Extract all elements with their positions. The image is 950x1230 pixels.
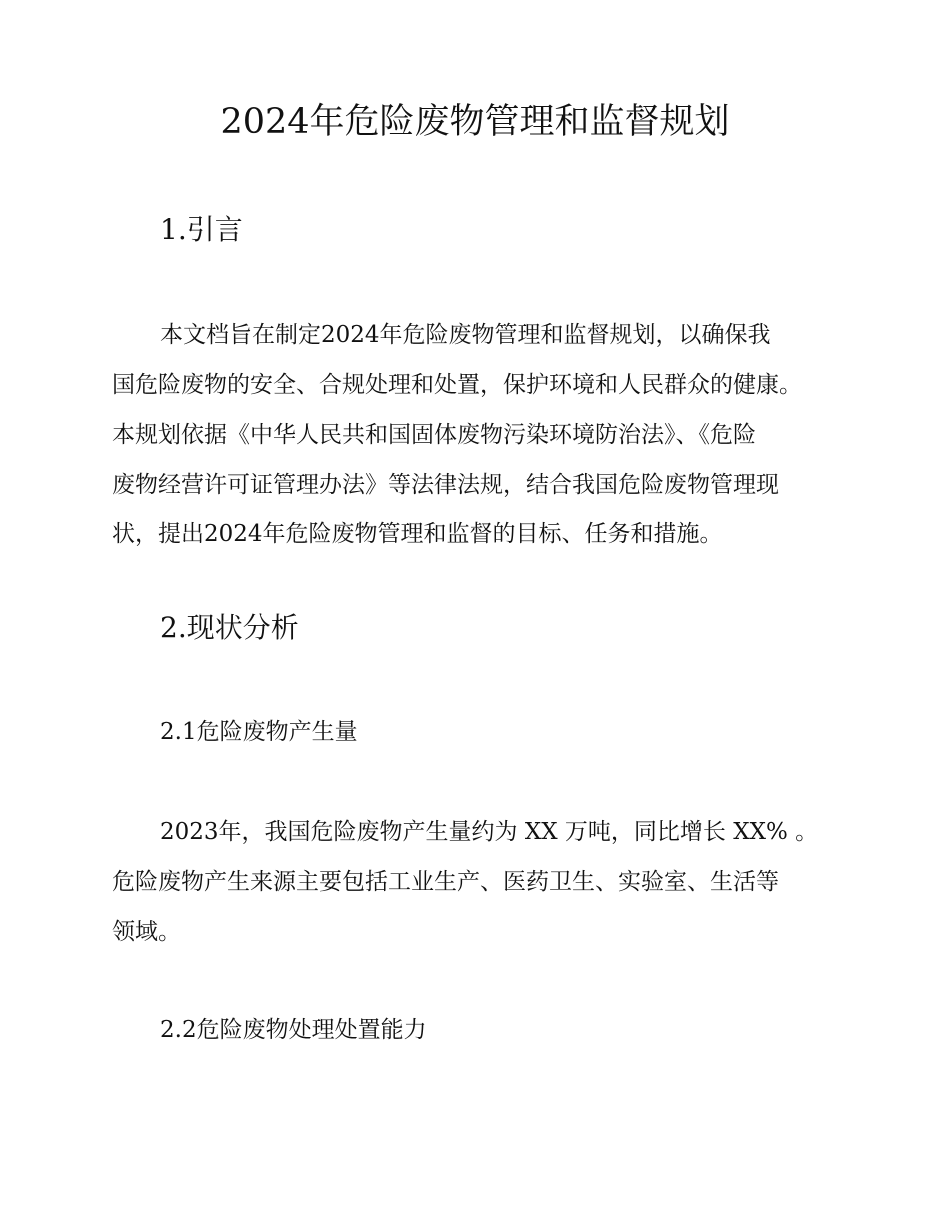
paragraph-line: 危险废物产生来源主要包括工业生产、医药卫生、实验室、生活等 <box>112 869 779 895</box>
document-title: 2024年危险废物管理和监督规划 <box>220 102 730 142</box>
section-heading-status-analysis: 2.现状分析 <box>160 611 299 644</box>
section-heading-introduction: 1.引言 <box>160 213 243 246</box>
subsection-heading-disposal-capacity: 2.2危险废物处理处置能力 <box>160 1017 427 1043</box>
paragraph-line: 领域。 <box>112 919 181 945</box>
paragraph-line: 废物经营许可证管理办法》等法律法规，结合我国危险废物管理现 <box>112 472 779 498</box>
subsection-heading-waste-generation: 2.1危险废物产生量 <box>160 719 358 745</box>
paragraph-line: 国危险废物的安全、合规处理和处置，保护环境和人民群众的健康。 <box>112 372 802 398</box>
paragraph-line: 2023年，我国危险废物产生量约为 XX 万吨，同比增长 XX% 。 <box>160 819 819 845</box>
paragraph-line: 本文档旨在制定2024年危险废物管理和监督规划，以确保我 <box>160 322 771 348</box>
paragraph-line: 本规划依据《中华人民共和国固体废物污染环境防治法》、《危险 <box>112 422 756 448</box>
paragraph-line: 状，提出2024年危险废物管理和监督的目标、任务和措施。 <box>112 521 723 547</box>
